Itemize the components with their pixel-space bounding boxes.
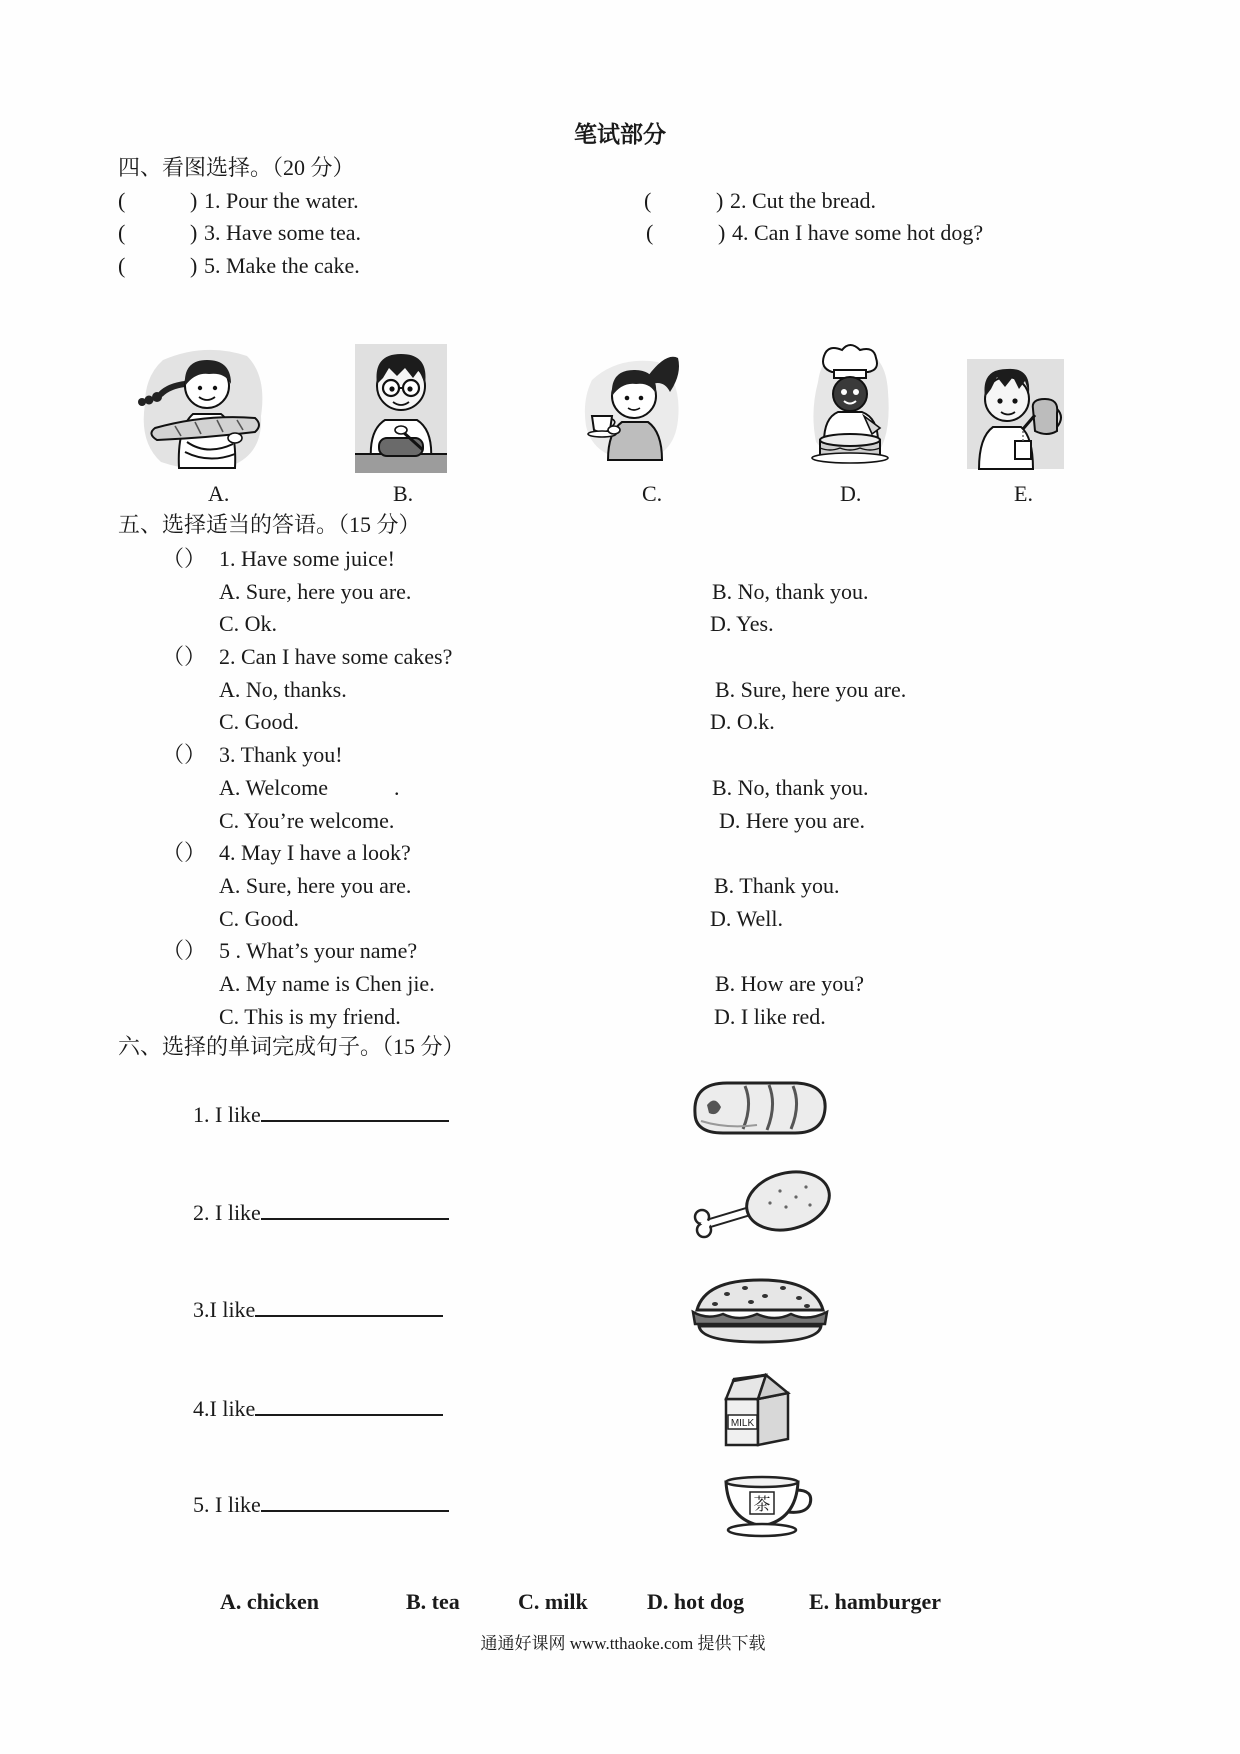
- option-b: B. Thank you.: [714, 873, 840, 898]
- picture-label-e: E.: [1014, 481, 1033, 506]
- dialogue-question-2: [118, 644, 452, 670]
- option-c: C. This is my friend.: [219, 1004, 401, 1029]
- bread-loaf: [695, 1083, 825, 1133]
- sentence-text: 2. I like: [193, 1200, 261, 1225]
- dialogue-question-1: [118, 546, 395, 572]
- answer-bracket-open: (: [118, 220, 126, 245]
- option-d: D. I like red.: [714, 1004, 826, 1029]
- milk-carton-picture: [718, 1371, 797, 1447]
- fill-sentence-3: [193, 1295, 443, 1323]
- option-c: C. Good.: [219, 906, 300, 931]
- answer-bracket-close: ): [190, 253, 198, 278]
- answer-bracket-close: ): [190, 220, 198, 245]
- question-text: 5 . What’s your name?: [219, 938, 418, 963]
- fill-sentence-5: [193, 1490, 449, 1518]
- option-b: B. Sure, here you are.: [715, 677, 907, 702]
- option-a: A. No, thanks.: [219, 677, 347, 702]
- option-d: D. Here you are.: [719, 808, 865, 833]
- answer-bracket-open: (: [118, 253, 126, 278]
- carton-body: [726, 1375, 788, 1445]
- answer-blank-line: [261, 1100, 449, 1122]
- option-a: A. Welcome .: [219, 775, 400, 800]
- section-5-heading: 五、选择适当的答语。（15 分）: [118, 512, 421, 537]
- question-text: 3. Thank you!: [219, 742, 343, 767]
- answer-bracket-close: ）: [184, 840, 207, 865]
- footer-source-note: 通通好课网 www.tthaoke.com 提供下载: [480, 1634, 766, 1653]
- patty: [693, 1312, 827, 1324]
- bottom-bun: [699, 1326, 821, 1342]
- answer-bracket-close: ）: [184, 742, 207, 767]
- fill-sentence-2: [193, 1198, 449, 1226]
- picture-question-1: [118, 188, 359, 214]
- answer-bracket-open: (: [118, 188, 126, 213]
- question-text: 3. Have some tea.: [204, 220, 361, 245]
- picture-label-d: D.: [840, 481, 862, 506]
- word-bank-e: E. hamburger: [809, 1589, 941, 1614]
- answer-bracket-close: ): [190, 188, 198, 213]
- option-d: D. O.k.: [710, 709, 775, 734]
- option-d: D. Yes.: [710, 611, 774, 636]
- option-c: C. Good.: [219, 709, 300, 734]
- answer-blank-line: [255, 1295, 443, 1317]
- chicken-leg-picture: [688, 1167, 833, 1240]
- bread-loaf: [379, 438, 423, 456]
- answer-bracket-open: （: [161, 546, 184, 571]
- answer-bracket-open: （: [161, 742, 184, 767]
- picture-label-c: C.: [642, 481, 663, 506]
- bread-picture: [687, 1075, 833, 1139]
- picture-question-3: [118, 220, 361, 246]
- milk-label-text: MILK: [730, 1418, 755, 1429]
- picture-question-4: [646, 220, 983, 246]
- tea-label-text: 茶: [753, 1495, 771, 1515]
- answer-bracket-close: ）: [184, 644, 207, 669]
- answer-bracket-close: ): [718, 220, 726, 245]
- page-title: 笔试部分: [574, 122, 666, 147]
- question-text: 2. Cut the bread.: [730, 188, 877, 213]
- answer-blank-line: [261, 1198, 449, 1220]
- answer-bracket-close: ）: [184, 938, 207, 963]
- question-text: 4. May I have a look?: [219, 840, 411, 865]
- sentence-text: 3.I like: [193, 1297, 256, 1322]
- tea-label: [750, 1492, 774, 1515]
- answer-bracket-open: （: [161, 644, 184, 669]
- saucer: [728, 1524, 796, 1536]
- picture-label-a: A.: [208, 481, 230, 506]
- word-bank-d: D. hot dog: [647, 1589, 745, 1614]
- girl-drinking-tea-picture: [578, 350, 684, 462]
- boy-head: [984, 369, 1029, 421]
- boy-head: [377, 354, 426, 410]
- sentence-text: 5. I like: [193, 1492, 261, 1517]
- fill-sentence-4: [193, 1394, 443, 1422]
- question-text: 1. Have some juice!: [219, 546, 395, 571]
- answer-blank-line: [261, 1490, 449, 1512]
- dialogue-question-4: [118, 840, 411, 866]
- answer-bracket-close: ): [716, 188, 724, 213]
- milk-label: [728, 1415, 757, 1429]
- answer-bracket-open: （: [161, 938, 184, 963]
- answer-bracket-open: (: [646, 220, 654, 245]
- girl-holding-bread-picture: [135, 342, 269, 471]
- option-a: A. Sure, here you are.: [219, 873, 412, 898]
- tea-cup-picture: [718, 1472, 817, 1539]
- option-b: B. How are you?: [715, 971, 865, 996]
- chef-head: [833, 377, 867, 411]
- question-text: 1. Pour the water.: [204, 188, 359, 213]
- dialogue-question-5: [118, 938, 417, 964]
- word-bank-c: C. milk: [518, 1589, 588, 1614]
- question-text: 4. Can I have some hot dog?: [732, 220, 984, 245]
- girl-head: [612, 370, 656, 418]
- boy-pouring-water-picture: [965, 357, 1066, 471]
- section-6-heading: 六、选择的单词完成句子。（15 分）: [118, 1034, 465, 1059]
- answer-bracket-open: （: [161, 840, 184, 865]
- chicken-bone: [695, 1210, 750, 1237]
- sentence-text: 1. I like: [193, 1102, 261, 1127]
- option-c: C. You’re welcome.: [219, 808, 395, 833]
- option-b: B. No, thank you.: [712, 775, 869, 800]
- picture-question-5: [118, 253, 360, 279]
- dialogue-question-3: [118, 742, 343, 768]
- question-text: 2. Can I have some cakes?: [219, 644, 453, 669]
- answer-bracket-close: ）: [184, 546, 207, 571]
- word-bank-b: B. tea: [406, 1589, 460, 1614]
- option-b: B. No, thank you.: [712, 579, 869, 604]
- top-bun: [697, 1280, 823, 1310]
- sentence-text: 4.I like: [193, 1396, 256, 1421]
- option-a: A. My name is Chen jie.: [219, 971, 435, 996]
- option-a: A. Sure, here you are.: [219, 579, 412, 604]
- picture-question-2: [644, 188, 876, 214]
- option-d: D. Well.: [710, 906, 783, 931]
- hamburger-picture: [687, 1276, 833, 1346]
- chef-making-cake-picture: [802, 342, 898, 466]
- fill-sentence-1: [193, 1100, 449, 1128]
- word-bank-a: A. chicken: [220, 1589, 319, 1614]
- cake: [812, 434, 888, 463]
- girl-head: [185, 360, 231, 408]
- answer-bracket-open: (: [644, 188, 652, 213]
- question-text: 5. Make the cake.: [204, 253, 360, 278]
- option-c: C. Ok.: [219, 611, 278, 636]
- answer-blank-line: [255, 1394, 443, 1416]
- section-4-heading: 四、看图选择。（20 分）: [118, 155, 355, 180]
- chicken-meat: [740, 1167, 833, 1238]
- picture-label-b: B.: [393, 481, 414, 506]
- boy-cutting-bread-picture: [353, 342, 449, 475]
